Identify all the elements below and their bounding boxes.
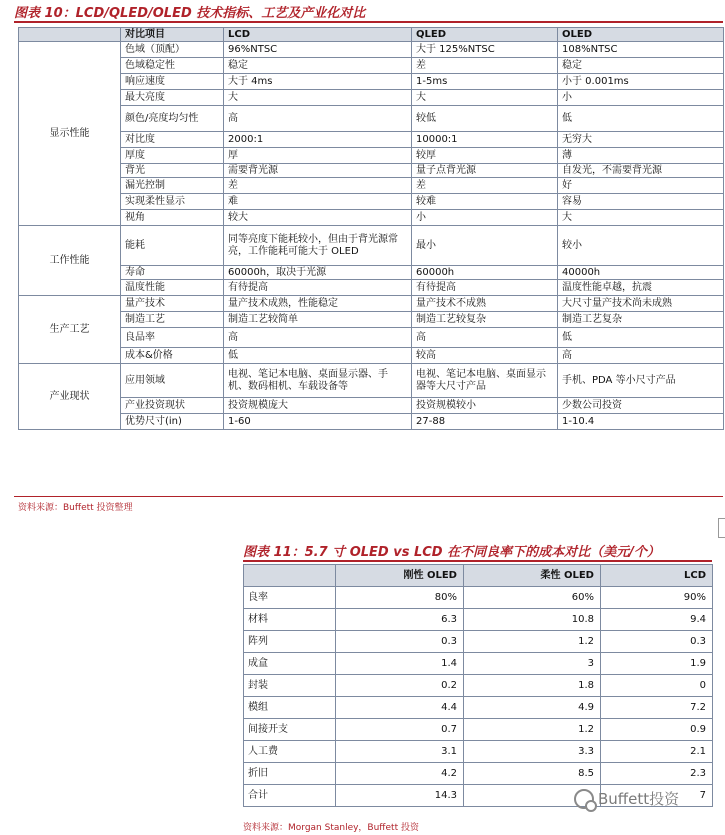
table-cell: 高 [412, 328, 558, 348]
figure-11-source: 资料来源：Morgan Stanley，Buffett 投资 [243, 823, 419, 833]
table-row [19, 226, 724, 266]
table-cell: 90% [601, 587, 713, 609]
column-header [19, 28, 121, 42]
row-label: 折旧 [244, 763, 336, 785]
row-label: 产业投资现状 [121, 398, 224, 414]
table-cell: 8.5 [464, 763, 601, 785]
table-cell: 少数公司投资 [558, 398, 724, 414]
table-cell: 低 [558, 328, 724, 348]
table-cell: 大 [224, 90, 412, 106]
row-label: 应用领域 [121, 364, 224, 398]
table-row [19, 266, 724, 280]
column-header: 柔性 OLED [464, 565, 601, 587]
table-cell: 大于 125%NTSC [412, 42, 558, 58]
table-cell: 难 [224, 194, 412, 210]
table-row [19, 148, 724, 164]
row-label: 制造工艺 [121, 312, 224, 328]
row-label: 成本&价格 [121, 348, 224, 364]
table-cell: 较高 [412, 348, 558, 364]
table-cell: 低 [224, 348, 412, 364]
table-cell: 1.4 [336, 653, 464, 675]
column-header: OLED [558, 28, 724, 42]
table-cell: 无穷大 [558, 132, 724, 148]
table-row [244, 653, 713, 675]
table-cell: 27-88 [412, 414, 558, 430]
row-label: 对比度 [121, 132, 224, 148]
table-row [19, 106, 724, 132]
table-header-row [244, 565, 713, 587]
table-cell: 差 [224, 178, 412, 194]
table-cell: 制造工艺较复杂 [412, 312, 558, 328]
table-row [19, 74, 724, 90]
table-row [19, 178, 724, 194]
table-row [19, 132, 724, 148]
table-cell: 108%NTSC [558, 42, 724, 58]
table-row [244, 609, 713, 631]
column-header: 对比项目 [121, 28, 224, 42]
table-cell: 4.2 [336, 763, 464, 785]
table-row [19, 210, 724, 226]
table-cell: 40000h [558, 266, 724, 280]
table-row [19, 348, 724, 364]
table-cell: 差 [412, 178, 558, 194]
table-cell: 60000h [412, 266, 558, 280]
table-row [244, 631, 713, 653]
table-cell: 7.2 [601, 697, 713, 719]
table-row [19, 312, 724, 328]
table-cell: 大于 4ms [224, 74, 412, 90]
table-row [19, 164, 724, 178]
table-cell: 0.3 [601, 631, 713, 653]
table-cell: 10.8 [464, 609, 601, 631]
table-row [19, 90, 724, 106]
table-row [244, 741, 713, 763]
row-label: 颜色/亮度均匀性 [121, 106, 224, 132]
table-cell: 60000h，取决于光源 [224, 266, 412, 280]
column-header: LCD [601, 565, 713, 587]
table-cell: 稳定 [558, 58, 724, 74]
table-header-row [19, 28, 724, 42]
table-cell: 1.9 [601, 653, 713, 675]
row-label: 成盒 [244, 653, 336, 675]
table-cell: 最小 [412, 226, 558, 266]
table-cell: 较大 [224, 210, 412, 226]
watermark-text: Buffett投资 [598, 790, 680, 808]
table-cell: 小 [558, 90, 724, 106]
table-cell: 4.4 [336, 697, 464, 719]
table-cell: 高 [224, 106, 412, 132]
table-cell: 4.9 [464, 697, 601, 719]
row-label: 模组 [244, 697, 336, 719]
table-cell: 0 [601, 675, 713, 697]
table-cell: 较低 [412, 106, 558, 132]
table-cell: 3.1 [336, 741, 464, 763]
row-label: 良率 [244, 587, 336, 609]
row-label: 视角 [121, 210, 224, 226]
table-cell: 电视、笔记本电脑、桌面显示器、手机、数码相机、车载设备等 [224, 364, 412, 398]
table-cell: 制造工艺复杂 [558, 312, 724, 328]
table-row [19, 42, 724, 58]
table-cell: 温度性能卓越，抗震 [558, 280, 724, 296]
row-label: 响应速度 [121, 74, 224, 90]
table-cell: 2.1 [601, 741, 713, 763]
table-row [244, 763, 713, 785]
category-cell: 产业现状 [19, 364, 121, 430]
row-label: 色域（顶配） [121, 42, 224, 58]
figure-10-title: 图表 10：LCD/QLED/OLED 技术指标、工艺及产业化对比 [14, 6, 366, 21]
table-cell: 制造工艺较简单 [224, 312, 412, 328]
table-cell: 2000:1 [224, 132, 412, 148]
table-cell: 10000:1 [412, 132, 558, 148]
category-cell: 工作性能 [19, 226, 121, 296]
table-cell: 手机、PDA 等小尺寸产品 [558, 364, 724, 398]
table-cell: 3.3 [464, 741, 601, 763]
table-cell: 高 [558, 348, 724, 364]
table-row [19, 194, 724, 210]
column-header: QLED [412, 28, 558, 42]
row-label: 寿命 [121, 266, 224, 280]
table-row [244, 587, 713, 609]
table-cell: 0.2 [336, 675, 464, 697]
column-header: 刚性 OLED [336, 565, 464, 587]
table-cell: 有待提高 [224, 280, 412, 296]
row-label: 优势尺寸(in) [121, 414, 224, 430]
table-cell: 2.3 [601, 763, 713, 785]
table-cell: 差 [412, 58, 558, 74]
table-cell: 9.4 [601, 609, 713, 631]
row-label: 能耗 [121, 226, 224, 266]
figure-10-bottom-rule [14, 496, 723, 497]
table-cell: 1.2 [464, 631, 601, 653]
table-cell: 7 [601, 785, 713, 807]
table-cell: 14.3 [336, 785, 464, 807]
table-row [19, 296, 724, 312]
table-cell: 3 [464, 653, 601, 675]
table-row [19, 398, 724, 414]
table-cell: 1-5ms [412, 74, 558, 90]
table-cell: 大尺寸量产技术尚未成熟 [558, 296, 724, 312]
table-row [244, 697, 713, 719]
row-label: 材料 [244, 609, 336, 631]
table-cell: 96%NTSC [224, 42, 412, 58]
category-cell: 生产工艺 [19, 296, 121, 364]
row-label: 封装 [244, 675, 336, 697]
table-cell: 量产技术成熟，性能稳定 [224, 296, 412, 312]
table-cell: 60% [464, 587, 601, 609]
table-cell: 1-60 [224, 414, 412, 430]
table-row [19, 364, 724, 398]
table-cell: 有待提高 [412, 280, 558, 296]
table-cell: 较厚 [412, 148, 558, 164]
column-header: LCD [224, 28, 412, 42]
wechat-icon [574, 789, 594, 809]
table-row [19, 58, 724, 74]
table-cell: 同等亮度下能耗较小，但由于背光源常亮，工作能耗可能大于 OLED [224, 226, 412, 266]
table-cell: 电视、笔记本电脑、桌面显示器等大尺寸产品 [412, 364, 558, 398]
table-cell: 高 [224, 328, 412, 348]
table-cell: 0.3 [336, 631, 464, 653]
table-cell: 大 [412, 90, 558, 106]
row-label: 色域稳定性 [121, 58, 224, 74]
row-label: 最大亮度 [121, 90, 224, 106]
table-row [244, 675, 713, 697]
figure-11-title: 图表 11：5.7 寸 OLED vs LCD 在不同良率下的成本对比（美元/个） [243, 545, 660, 560]
table-row [19, 414, 724, 430]
table-cell: 大 [558, 210, 724, 226]
table-cell: 1.8 [464, 675, 601, 697]
tech-comparison-table [18, 27, 724, 430]
figure-10-source: 资料来源：Buffett 投资整理 [18, 503, 133, 513]
table-cell: 自发光，不需要背光源 [558, 164, 724, 178]
table-cell: 小于 0.001ms [558, 74, 724, 90]
table-cell: 投资规模较小 [412, 398, 558, 414]
row-label: 背光 [121, 164, 224, 178]
table-cell: 小 [412, 210, 558, 226]
row-label: 量产技术 [121, 296, 224, 312]
category-cell: 显示性能 [19, 42, 121, 226]
cost-comparison-table [243, 564, 713, 807]
table-cell: 薄 [558, 148, 724, 164]
table-cell: 6.3 [336, 609, 464, 631]
table-cell: 容易 [558, 194, 724, 210]
row-label: 温度性能 [121, 280, 224, 296]
table-cell: 较小 [558, 226, 724, 266]
table-cell: 80% [336, 587, 464, 609]
row-label: 阵列 [244, 631, 336, 653]
table-cell: 量子点背光源 [412, 164, 558, 178]
table-row [244, 719, 713, 741]
table-cell: 较难 [412, 194, 558, 210]
row-label: 良品率 [121, 328, 224, 348]
watermark [574, 788, 679, 809]
table-cell: 0.7 [336, 719, 464, 741]
table-cell: 低 [558, 106, 724, 132]
table-cell: 0.9 [601, 719, 713, 741]
row-label: 合计 [244, 785, 336, 807]
table-cell: 需要背光源 [224, 164, 412, 178]
row-label: 人工费 [244, 741, 336, 763]
figure-11-title-rule [243, 560, 712, 562]
table-cell: 投资规模庞大 [224, 398, 412, 414]
figure-10-title-rule [14, 21, 723, 23]
table-row [19, 280, 724, 296]
row-label: 漏光控制 [121, 178, 224, 194]
column-header [244, 565, 336, 587]
row-label: 实现柔性显示 [121, 194, 224, 210]
table-row [19, 328, 724, 348]
table-cell: 量产技术不成熟 [412, 296, 558, 312]
table-cell: 1-10.4 [558, 414, 724, 430]
row-label: 间接开支 [244, 719, 336, 741]
table-cell: 稳定 [224, 58, 412, 74]
scroll-handle[interactable] [718, 518, 725, 538]
row-label: 厚度 [121, 148, 224, 164]
table-cell: 1.2 [464, 719, 601, 741]
table-cell: 好 [558, 178, 724, 194]
table-cell: 厚 [224, 148, 412, 164]
